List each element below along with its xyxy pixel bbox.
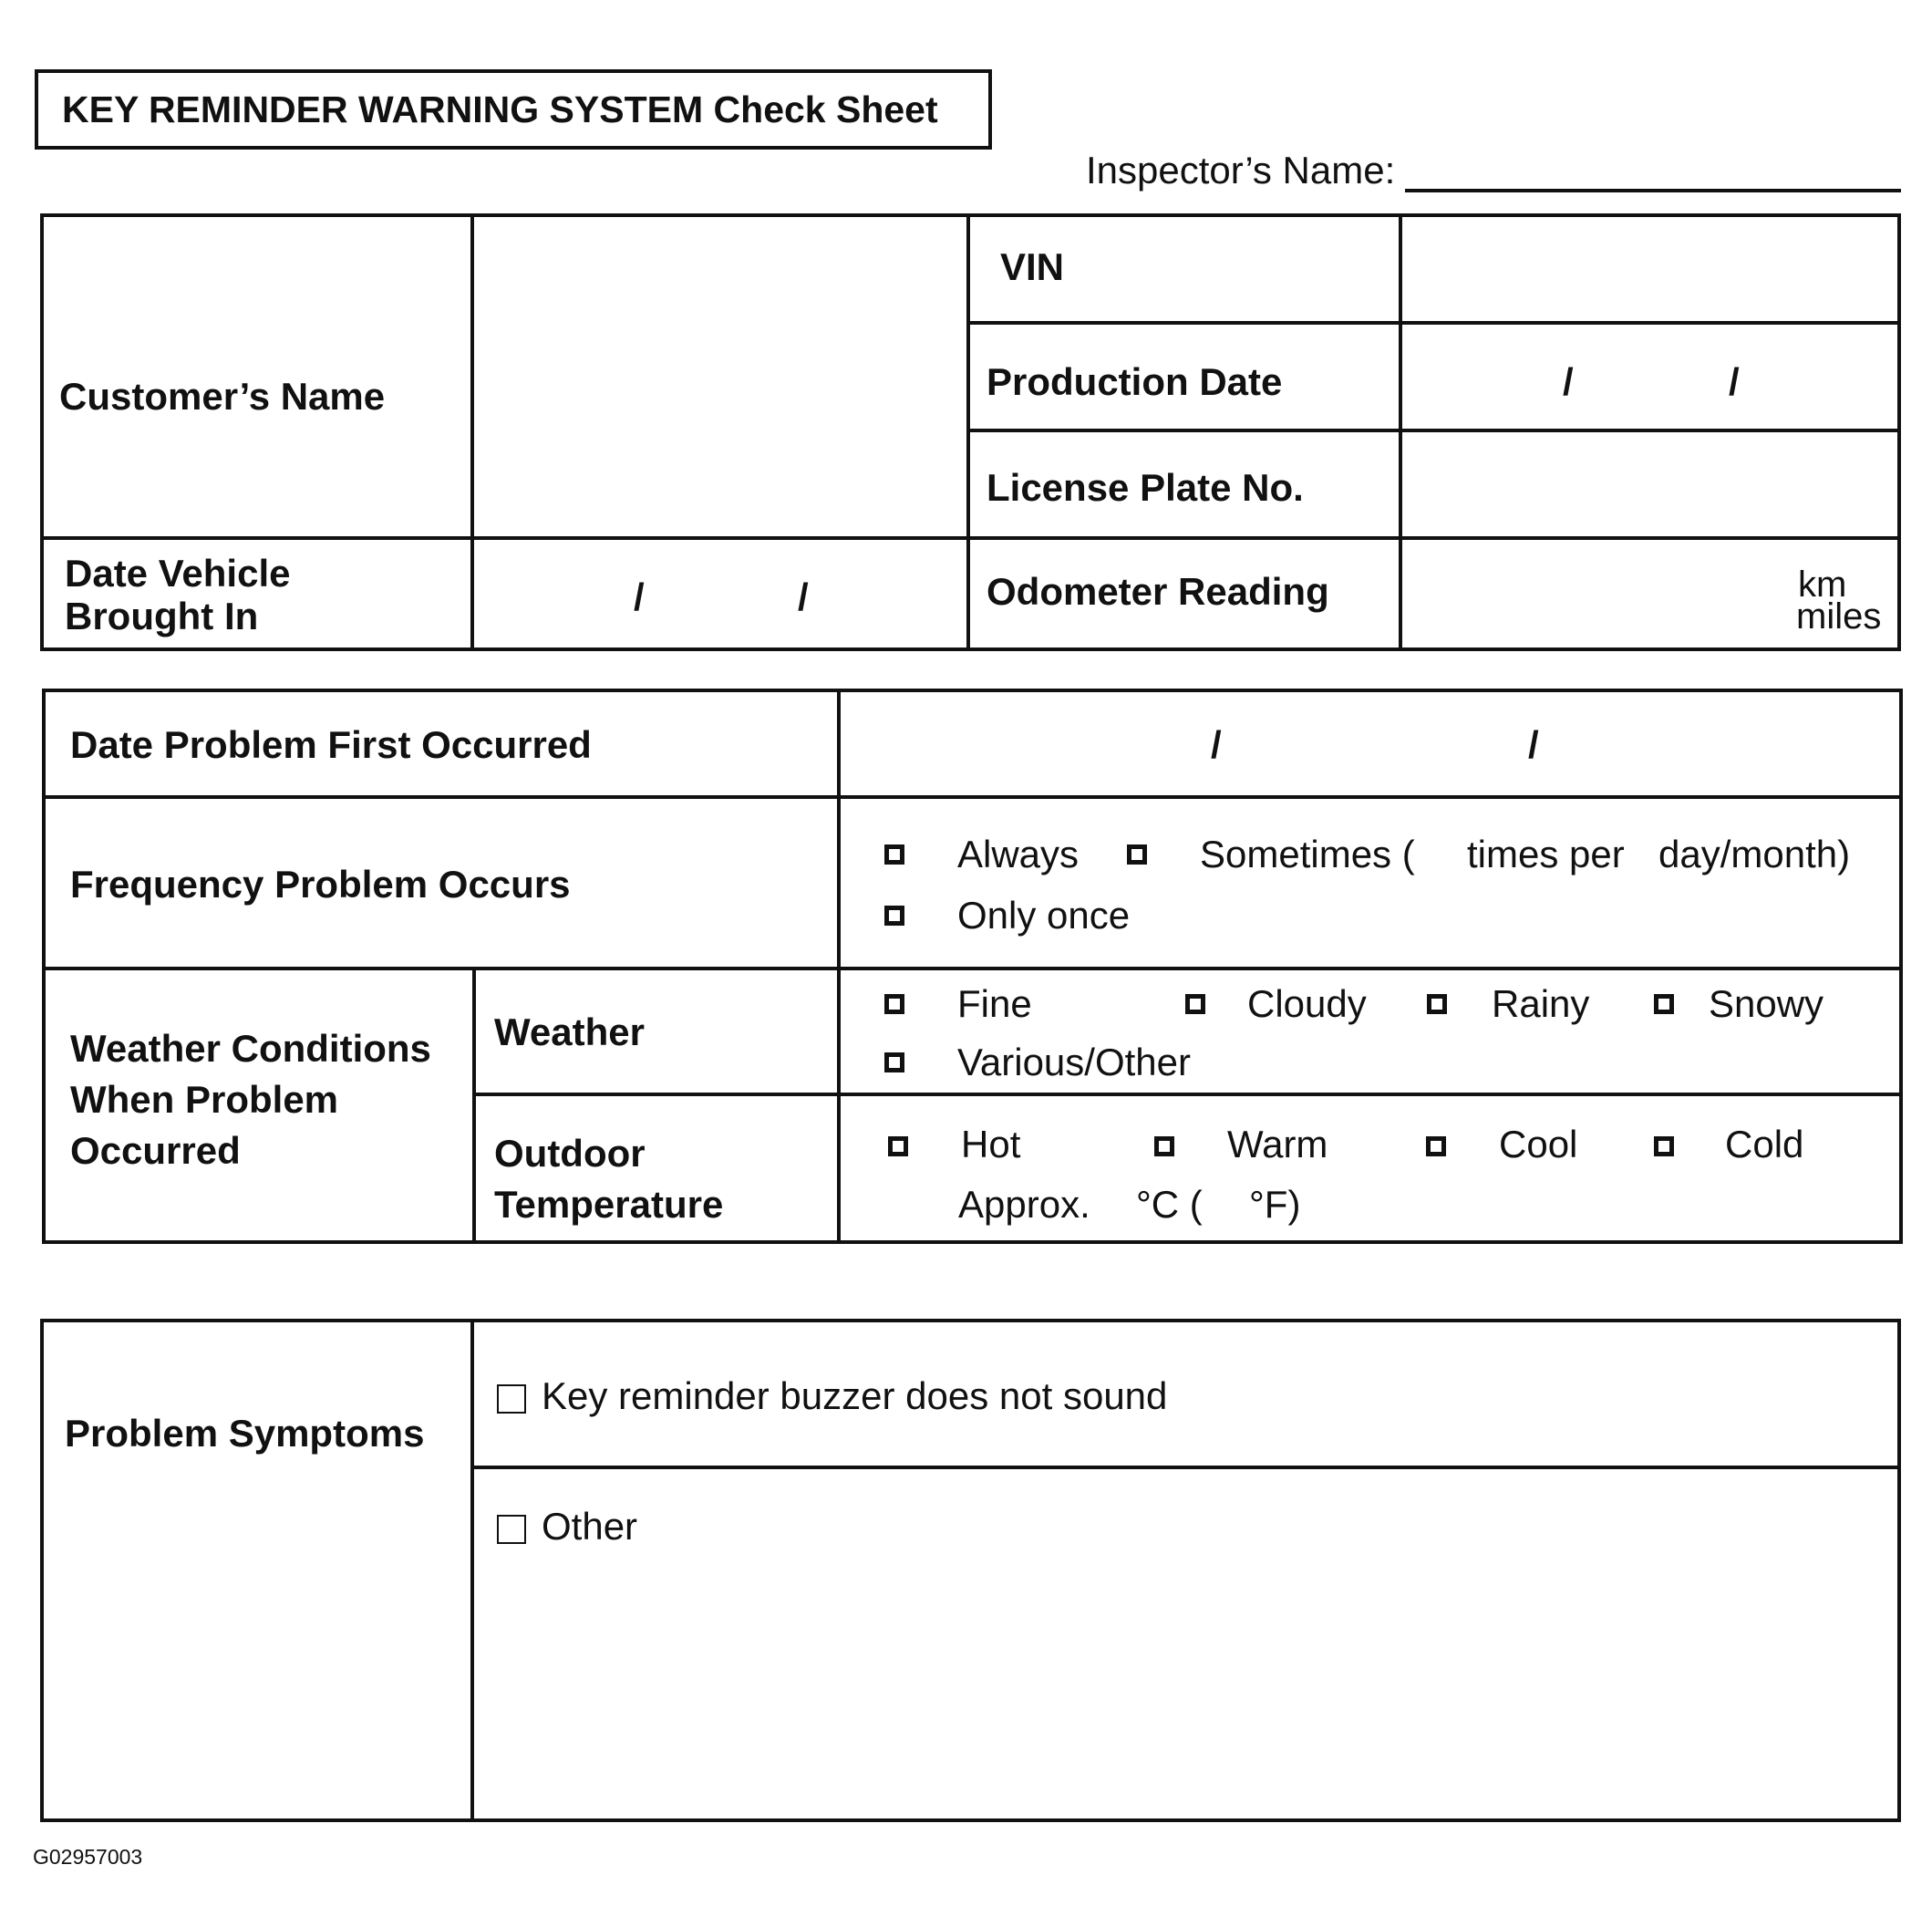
date-first-slash-1: /: [1211, 723, 1222, 766]
outdoor-temp-label-line1: Outdoor: [494, 1132, 646, 1175]
vin-label: VIN: [1000, 245, 1065, 288]
unit-km: km: [1798, 565, 1847, 605]
weather-conditions-label-line3: Occurred: [70, 1129, 241, 1172]
checkbox-warm[interactable]: [1154, 1136, 1174, 1156]
page-title: KEY REMINDER WARNING SYSTEM Check Sheet: [62, 88, 938, 130]
production-date-label: Production Date: [987, 360, 1283, 403]
freq-times-per-label: times per: [1467, 833, 1625, 875]
date-vehicle-label-line2: Brought In: [65, 595, 259, 637]
customers-name-label: Customer’s Name: [59, 375, 386, 418]
temp-cold-label: Cold: [1725, 1123, 1804, 1166]
date-first-occurred-field[interactable]: [841, 692, 1899, 795]
date-first-slash-2: /: [1528, 723, 1539, 766]
figure-id: G02957003: [33, 1845, 143, 1869]
freq-sometimes-label: Sometimes (: [1200, 833, 1415, 875]
symptom-buzzer-label: Key reminder buzzer does not sound: [542, 1374, 1168, 1417]
freq-day-month-label: day/month): [1658, 833, 1851, 875]
production-date-field[interactable]: [1402, 325, 1897, 429]
checkbox-buzzer-no-sound[interactable]: [497, 1384, 526, 1414]
production-date-slash-1: /: [1563, 360, 1574, 403]
checkbox-sometimes[interactable]: [1127, 844, 1147, 865]
temp-warm-label: Warm: [1227, 1123, 1328, 1166]
freq-only-once-label: Only once: [957, 894, 1131, 937]
weather-label: Weather: [494, 1010, 645, 1053]
weather-fine-label: Fine: [957, 982, 1032, 1025]
outdoor-temp-label-line2: Temperature: [494, 1183, 724, 1226]
deg-c-label: °C (: [1136, 1183, 1203, 1226]
checkbox-cool[interactable]: [1426, 1136, 1446, 1156]
freq-always-label: Always: [957, 833, 1080, 875]
production-date-slash-2: /: [1729, 360, 1740, 403]
deg-f-label: °F): [1249, 1183, 1301, 1226]
checkbox-fine[interactable]: [884, 994, 904, 1014]
customers-name-field[interactable]: [474, 217, 966, 536]
odometer-field[interactable]: [1402, 540, 1785, 648]
weather-snowy-label: Snowy: [1709, 982, 1824, 1025]
checkbox-other[interactable]: [497, 1515, 526, 1544]
date-first-occurred-label: Date Problem First Occurred: [70, 723, 592, 766]
date-vehicle-slash-2: /: [798, 575, 809, 618]
unit-miles: miles: [1796, 596, 1882, 637]
inspector-label: Inspector’s Name:: [1086, 149, 1396, 192]
weather-various-label: Various/Other: [957, 1041, 1191, 1083]
frequency-label: Frequency Problem Occurs: [70, 863, 571, 906]
checkbox-only-once[interactable]: [884, 906, 904, 926]
checkbox-always[interactable]: [884, 844, 904, 865]
date-vehicle-label-line1: Date Vehicle: [65, 552, 291, 595]
date-vehicle-slash-1: /: [634, 575, 645, 618]
checkbox-various[interactable]: [884, 1052, 904, 1072]
approx-label: Approx.: [958, 1183, 1090, 1226]
weather-cloudy-label: Cloudy: [1247, 982, 1367, 1025]
checkbox-cold[interactable]: [1654, 1136, 1674, 1156]
license-plate-field[interactable]: [1402, 432, 1897, 536]
weather-rainy-label: Rainy: [1492, 982, 1590, 1025]
odometer-label: Odometer Reading: [987, 570, 1329, 613]
weather-conditions-label-line1: Weather Conditions: [70, 1027, 431, 1070]
checkbox-cloudy[interactable]: [1185, 994, 1205, 1014]
weather-conditions-label-line2: When Problem: [70, 1078, 339, 1121]
license-plate-label: License Plate No.: [987, 466, 1304, 509]
symptom-other-label: Other: [542, 1505, 638, 1548]
checkbox-hot[interactable]: [888, 1136, 908, 1156]
vin-field[interactable]: [1402, 217, 1897, 321]
temp-hot-label: Hot: [961, 1123, 1021, 1166]
problem-symptoms-label: Problem Symptoms: [65, 1412, 425, 1455]
temp-cool-label: Cool: [1499, 1123, 1578, 1166]
date-vehicle-field[interactable]: [474, 540, 966, 648]
inspector-name-field[interactable]: [1405, 189, 1901, 192]
checkbox-rainy[interactable]: [1427, 994, 1447, 1014]
checkbox-snowy[interactable]: [1654, 994, 1674, 1014]
